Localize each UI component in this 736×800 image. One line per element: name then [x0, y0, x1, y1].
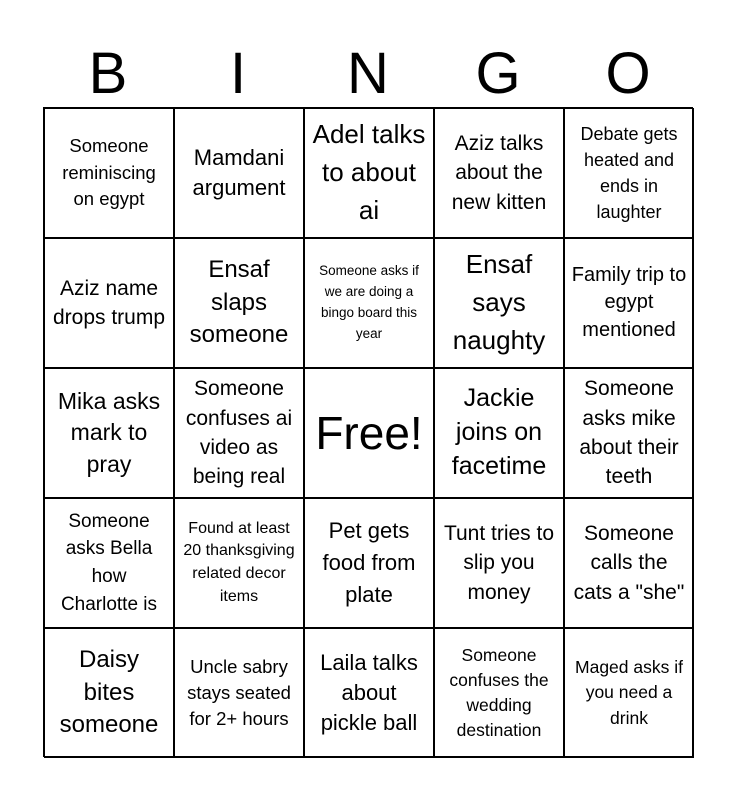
- cell-text: Daisy bites someone: [59, 646, 159, 739]
- bingo-cell[interactable]: [174, 238, 304, 368]
- cell-text: Someone confuses ai video as being real: [185, 377, 293, 489]
- cell-text: Found at least 20 thanksgiving related decor items: [183, 519, 295, 605]
- bingo-cell[interactable]: [564, 238, 694, 368]
- bingo-cell[interactable]: [564, 368, 694, 498]
- free-space[interactable]: [304, 368, 434, 498]
- header-letter-o: O: [605, 41, 651, 106]
- bingo-board: [43, 107, 693, 757]
- cell-text: Ensaf says naughty: [452, 249, 546, 355]
- cell-text: Someone asks mike about their teeth: [579, 377, 679, 489]
- cell-text: Ensaf slaps someone: [189, 256, 289, 349]
- bingo-cell[interactable]: [434, 368, 564, 498]
- header-letter-i: I: [229, 41, 247, 106]
- cell-text: Pet gets food from plate: [322, 518, 416, 607]
- header-letter-n: N: [347, 41, 389, 106]
- bingo-cell[interactable]: [174, 498, 304, 628]
- bingo-cell[interactable]: [174, 628, 304, 758]
- bingo-cell[interactable]: [434, 628, 564, 758]
- cell-text: Uncle sabry stays seated for 2+ hours: [187, 656, 291, 729]
- header-letter-b: B: [88, 41, 128, 106]
- cell-text: Someone confuses the wedding destination: [449, 645, 549, 740]
- cell-text: Debate gets heated and ends in laughter: [580, 123, 678, 223]
- bingo-cell[interactable]: [304, 498, 434, 628]
- cell-text: Someone asks Bella how Charlotte is: [60, 510, 158, 615]
- cell-text: Someone asks if we are doing a bingo board this year: [319, 263, 419, 341]
- bingo-cell[interactable]: [304, 108, 434, 238]
- bingo-header: [43, 42, 693, 106]
- bingo-cell[interactable]: [44, 628, 174, 758]
- bingo-cell[interactable]: [434, 238, 564, 368]
- bingo-cell[interactable]: [174, 368, 304, 498]
- free-space-text: Free!: [315, 407, 423, 459]
- cell-text: Family trip to egypt mentioned: [571, 263, 687, 341]
- bingo-cell[interactable]: [434, 498, 564, 628]
- bingo-cell[interactable]: [44, 108, 174, 238]
- cell-text: Laila talks about pickle ball: [320, 650, 418, 735]
- cell-text: Aziz name drops trump: [52, 276, 166, 329]
- cell-text: Aziz talks about the new kitten: [451, 131, 547, 214]
- cell-text: Maged asks if you need a drink: [575, 656, 683, 728]
- bingo-cell[interactable]: [44, 238, 174, 368]
- bingo-cell[interactable]: [564, 108, 694, 238]
- bingo-cell[interactable]: [44, 368, 174, 498]
- bingo-cell[interactable]: [564, 498, 694, 628]
- bingo-cell[interactable]: [174, 108, 304, 238]
- cell-text: Someone reminiscing on egypt: [62, 134, 156, 210]
- bingo-cell[interactable]: [44, 498, 174, 628]
- cell-text: Mamdani argument: [192, 144, 286, 200]
- cell-text: Jackie joins on facetime: [451, 384, 547, 480]
- bingo-cell[interactable]: [304, 238, 434, 368]
- bingo-cell[interactable]: [434, 108, 564, 238]
- bingo-cell[interactable]: [564, 628, 694, 758]
- cell-text: Tunt tries to slip you money: [443, 521, 555, 604]
- cell-text: Adel talks to about ai: [312, 119, 426, 225]
- header-letter-g: G: [475, 41, 521, 106]
- cell-text: Mika asks mark to pray: [57, 388, 161, 477]
- cell-text: Someone calls the cats a "she": [573, 521, 685, 604]
- bingo-cell[interactable]: [304, 628, 434, 758]
